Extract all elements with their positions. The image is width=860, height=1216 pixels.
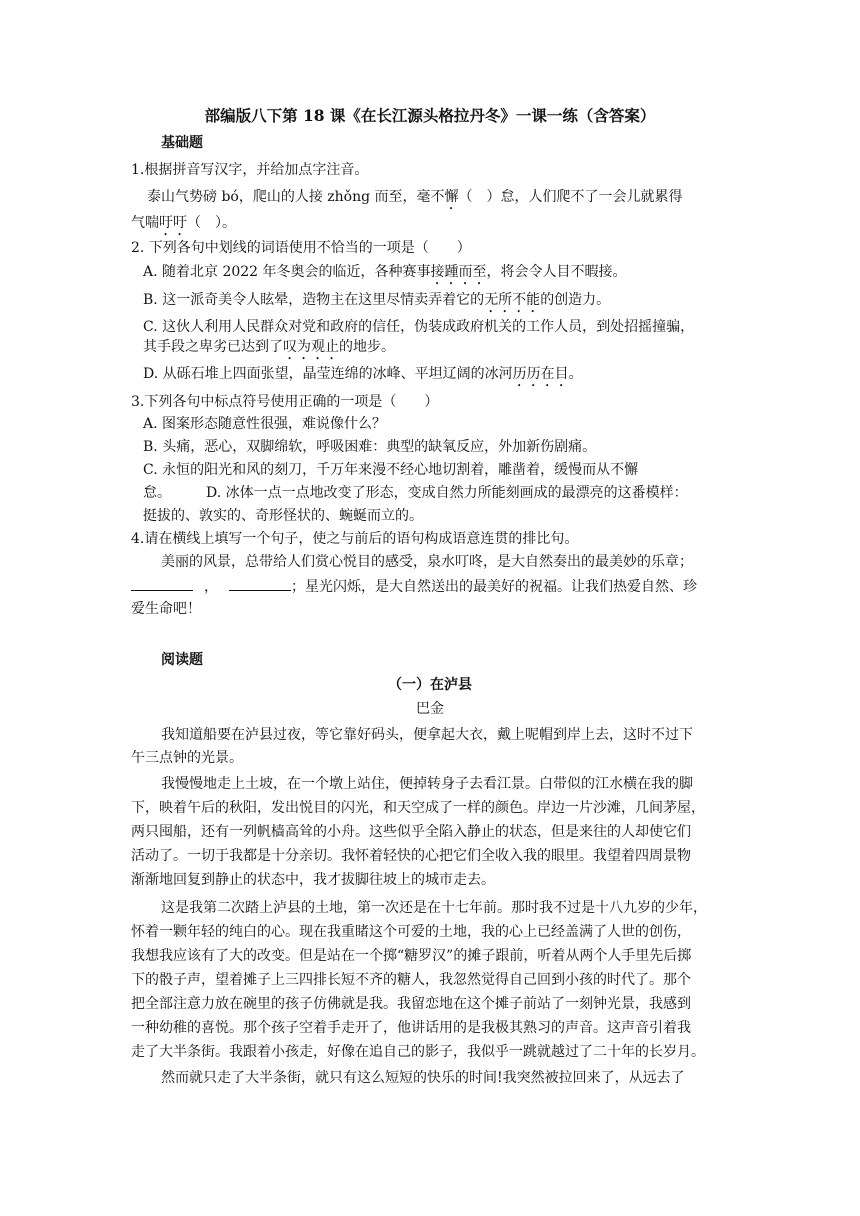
q2-a-post: ，将会令人目不暇接。 (486, 264, 627, 280)
q2-stem: 2. 下列各句中划线的词语使用不恰当的一项是（ ） (131, 240, 471, 256)
q2-b-post: 的创造力。 (540, 292, 611, 308)
q2-b-pre: B. 这一派奇美令人眩晕，造物主在这里尽情卖弄着它的 (143, 292, 485, 308)
reading-line: 活动了。一切于我都是十分亲切。我怀着轻快的心把它们全收入我的眼里。我望着四周景物 (131, 848, 691, 864)
q2-option-b (143, 290, 610, 316)
section-basic-heading: 基础题 (161, 135, 203, 151)
q2-option-c-line1: C. 这伙人利用人民群众对党和政府的信任，伪装成政府机关的工作人员，到处招摇撞骗， (143, 319, 695, 335)
q2-option-a (143, 262, 627, 288)
q3-option-a: A. 图案形态随意性很强，难说像什么？ (143, 416, 387, 432)
reading-line: 我想我应该有了大的改变。但是站在一个掷“糖罗汉”的摊子跟前，听着从两个人手里先后掷 (131, 948, 692, 964)
q3-option-c-line1: C. 永恒的阳光和风的刻刀，千万年来漫不经心地切割着，雕凿着，缓慢而从不懈 (143, 462, 639, 478)
reading-line: 我知道船要在泸县过夜，等它靠好码头，便拿起大衣，戴上呢帽到岸上去，这时不过下 (161, 727, 693, 743)
reading-line: 我慢慢地走上土坡，在一个墩上站住，便掉转身子去看江景。白带似的江水横在我的脚 (161, 776, 693, 792)
reading-line: 下的骰子声，望着摊子上三四排长短不齐的糖人，我忽然觉得自己回到小孩的时代了。那个 (131, 972, 691, 988)
q1-stem: 1.根据拼音写汉字，并给加点字注音。 (131, 162, 369, 178)
q4-para-line2-text: ；星光闪烁，是大自然送出的最美好的祝福。让我们热爱自然、珍 (291, 579, 697, 595)
reading-line: 这是我第二次踏上泸县的土地，第一次还是在十七年前。那时我不过是十八九岁的少年， (161, 900, 707, 916)
reading-line: 走了大半条街。我跟着小孩走，好像在追自己的影子，我似乎一跳就越过了二十年的长岁月。 (131, 1044, 705, 1060)
reading-line: 两只囤船，还有一列帆樯高耸的小舟。这些似乎全陷入静止的状态，但是来往的人却使它们 (131, 824, 691, 840)
q4-comma: ， (204, 579, 218, 595)
q2-c-underlined: 叹为观止 (283, 339, 339, 355)
reading-line: 渐渐地回复到静止的状态中，我才拔脚往坡上的城市走去。 (131, 872, 495, 888)
q2-d-post: 。 (568, 366, 583, 382)
reading-line: 一种幼稚的喜悦。那个孩子空着手走开了，他讲话用的是我极其熟习的声音。这声音引着我 (131, 1020, 691, 1036)
reading-title: （一）在泸县 (388, 677, 472, 693)
q2-b-underlined: 无所不能 (484, 292, 541, 308)
q1-text-a: 泰山气势磅 bó，爬山的人接 zhǒng 而至，毫不 (147, 189, 445, 205)
q1-dotted-chars: 吁吁 (159, 215, 187, 231)
q1-text-c: 气喘 (131, 215, 159, 231)
answer-blank-2[interactable] (229, 576, 291, 591)
q2-d-underlined: 历历在目 (512, 366, 569, 382)
q2-d-pre: D. 从砾石堆上四面张望，晶莹连绵的冰峰、平坦辽阔的冰河 (143, 366, 513, 382)
reading-line: 把全部注意力放在碗里的孩子仿佛就是我。我留恋地在这个摊子前站了一刻钟光景，我感到 (131, 996, 691, 1012)
q1-line-1 (147, 187, 683, 213)
q2-a-underlined: 接踵而至 (430, 264, 487, 280)
q2-a-pre: A. 随着北京 2022 年冬奥会的临近，各种赛事 (143, 264, 431, 280)
q1-text-b: （ ）怠，人们爬不了一会儿就累得 (458, 189, 683, 205)
q2-c-post: 的地步。 (339, 339, 395, 355)
reading-line: 下，映着午后的秋阳，发出悦目的闪光，和天空成了一样的颜色。岸边一片沙滩，几间茅屋， (131, 800, 705, 816)
q2-option-d (143, 364, 583, 390)
q1-text-d: （ ）。 (187, 215, 236, 231)
reading-author: 巴金 (416, 701, 444, 717)
q3-option-c-line3: 挺拔的、敦实的、奇形怪状的、蜿蜒而立的。 (143, 508, 423, 524)
q3-stem: 3.下列各句中标点符号使用正确的一项是（ ） (131, 394, 439, 410)
section-reading-heading: 阅读题 (161, 652, 203, 668)
answer-blank-1[interactable] (131, 576, 193, 591)
page-title: 部编版八下第 18 课《在长江源头格拉丹冬》一课一练（含答案） (204, 106, 656, 125)
q4-para-line1: 美丽的风景，总带给人们赏心悦目的感受，泉水叮咚，是大自然奏出的最美妙的乐章； (161, 554, 693, 570)
reading-line: 怀着一颗年轻的纯白的心。现在我重睹这个可爱的土地，我的心上已经盖满了人世的创伤， (131, 924, 691, 940)
reading-line: 午三点钟的光景。 (131, 750, 243, 766)
q4-para-line3: 爱生命吧！ (131, 601, 201, 617)
q3-option-c-line2: 怠。 D. 冰体一点一点地改变了形态，变成自然力所能刻画成的最漂亮的这番模样： (143, 485, 688, 501)
q2-c-pre: 其手段之卑劣已达到了 (143, 339, 283, 355)
q3-option-b: B. 头痛，恶心，双脚绵软，呼吸困难：典型的缺氧反应，外加新伤剧痛。 (143, 439, 597, 455)
q4-para-line2 (131, 576, 697, 597)
q1-dotted-char: 懈 (444, 189, 459, 205)
q4-stem: 4.请在横线上填写一个句子，使之与前后的语句构成语意连贯的排比句。 (131, 531, 579, 547)
reading-line: 然而就只走了大半条街，就只有这么短短的快乐的时间!我突然被拉回来了，从远去了 (161, 1070, 685, 1086)
q1-line-2 (131, 213, 236, 239)
q2-option-c-line2 (143, 337, 395, 363)
